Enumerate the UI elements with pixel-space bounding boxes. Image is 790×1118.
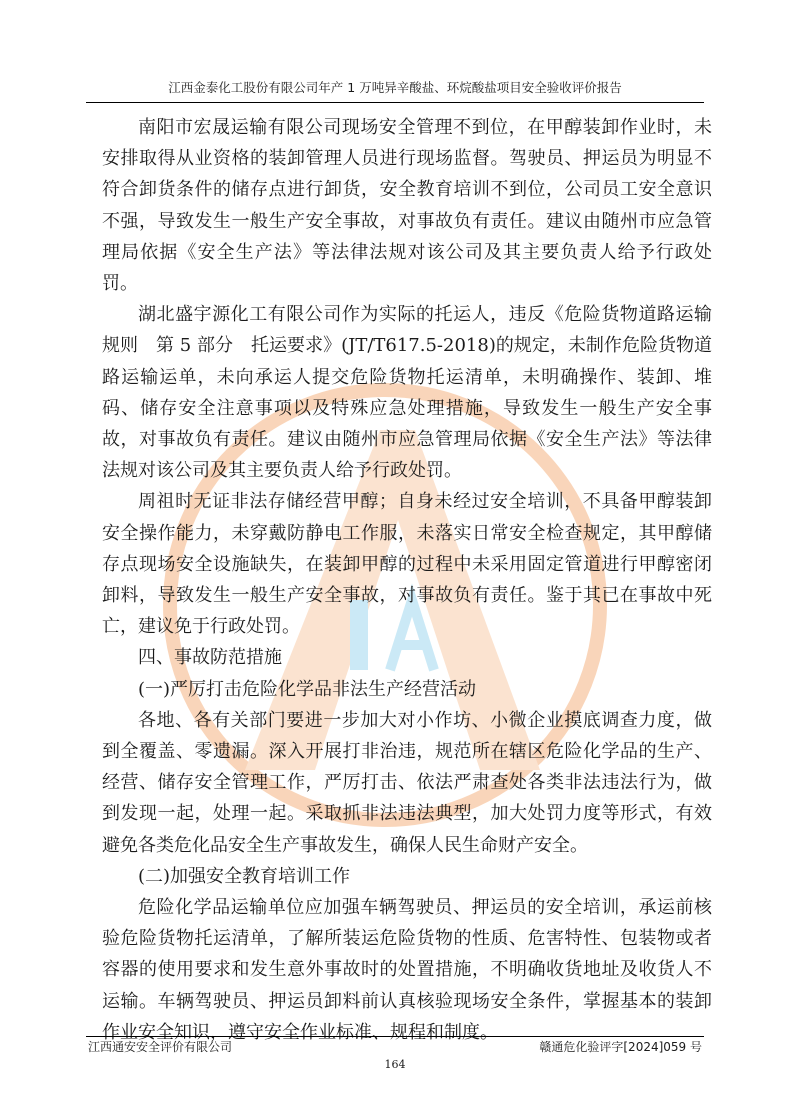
page-header xyxy=(86,78,704,103)
paragraph-1: 南阳市宏晟运输有限公司现场安全管理不到位，在甲醇装卸作业时，未安排取得从业资格的装卸管理人员进行现场监督。驾驶员、押运员为明显不符合卸货条件的储存点进行卸货，安全教育培训不到位，公司员工安全意识不强，导致发生一般生产安全事故，对事故负有责任。建议由随州市应急管理局依据《安全生产法》等法律法规对该公司及其主要负责人给予行政处罚。 xyxy=(102,117,712,295)
subsection-heading-1: (一)严厉打击危险化学品非法生产经营活动 xyxy=(138,678,477,700)
section-heading: 四、事故防范措施 xyxy=(138,647,282,669)
footer-doc-number: 赣通危化验评字[2024]059 号 xyxy=(539,1040,702,1054)
paragraph-5: 危险化学品运输单位应加强车辆驾驶员、押运员的安全培训，承运前核验危险货物托运清单，了解所装运危险货物的性质、危害特性、包装物或者容器的使用要求和发生意外事故时的处置措施，不明确收货地址及收货人不运输。车辆驾驶员、押运员卸料前认真核验现场安全条件，掌握基本的装卸作业安全知识，遵守安全作业标准、规程和制度。 xyxy=(102,897,712,1043)
paragraph-3: 周祖时无证非法存储经营甲醇；自身未经过安全培训，不具备甲醇装卸安全操作能力，未穿戴防静电工作服，未落实日常安全检查规定，其甲醇储存点现场安全设施缺失，在装卸甲醇的过程中未采用固定管道进行甲醇密闭卸料，导致发生一般生产安全事故，对事故负有责任。鉴于其已在事故中死亡，建议免于行政处罚。 xyxy=(102,491,712,638)
page-number: 164 xyxy=(384,1058,406,1071)
paragraph-2: 湖北盛宇源化工有限公司作为实际的托运人，违反《危险货物道路运输规则 第 5 部分 托运要求》(JT/T617.5-2018)的规定，未制作危险货物道路运输运单，未向承运人提交危险货物托运清单，未明确操作、装卸、堆码、储存安全注意事项以及特殊应急处理措施，导致发生一般生产安全事故，对事故负有责任。建议由随州市应急管理局依据《安全生产法》等法律法规对该公司及其主要负责人给予行政处罚。 xyxy=(102,304,712,482)
subsection-heading-2: (二)加强安全教育培训工作 xyxy=(138,865,351,887)
paragraph-4: 各地、各有关部门要进一步加大对小作坊、小微企业摸底调查力度，做到全覆盖、零遗漏。深入开展打非治违，规范所在辖区危险化学品的生产、经营、储存安全管理工作，严厉打击、依法严肃查处各类非法违法行为，做到发现一起，处理一起。采取抓非法违法典型，加大处罚力度等形式，有效避免各类危化品安全生产事故发生，确保人民生命财产安全。 xyxy=(102,709,712,856)
footer-company: 江西通安安全评价有限公司 xyxy=(88,1040,233,1054)
report-title: 江西金泰化工股份有限公司年产 1 万吨异辛酸盐、环烷酸盐项目安全验收评价报告 xyxy=(168,80,622,95)
document-body xyxy=(102,112,712,1048)
footer-divider xyxy=(86,1036,704,1037)
